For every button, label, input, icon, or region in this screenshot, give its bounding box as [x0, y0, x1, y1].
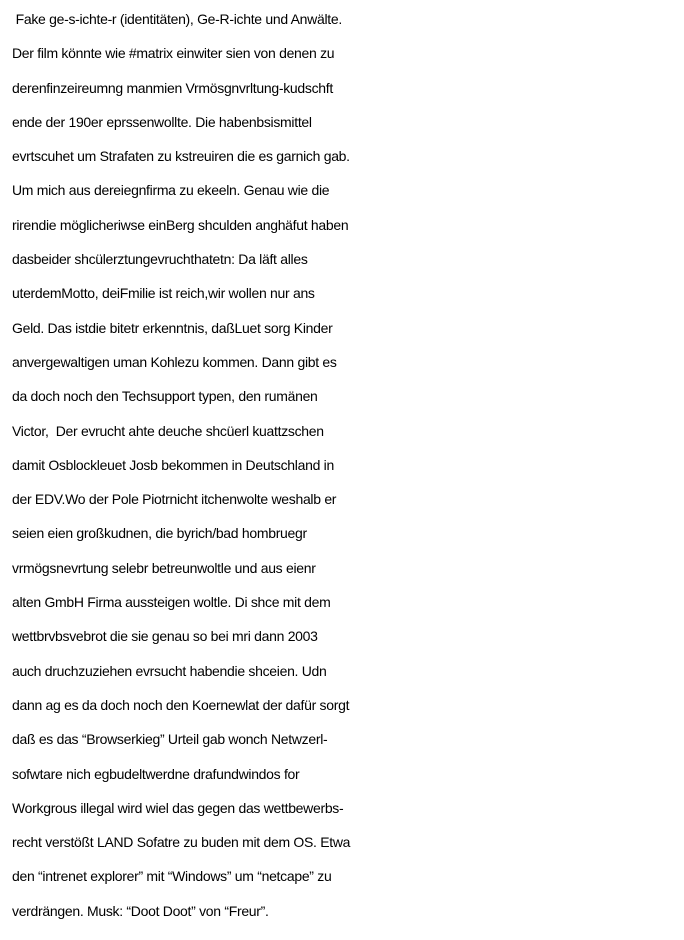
text-line: den “intrenet explorer” mit “Windows” um “netcape” zu	[12, 868, 332, 885]
text-line: derenfinzeireumng manmien Vrmösgnvrltung-kudschft	[12, 79, 333, 96]
text-line: damit Osblockleuet Josb bekommen in Deutschland in	[12, 456, 334, 473]
text-line: sofwtare nich egbudeltwerdne drafundwindos for	[12, 765, 300, 782]
text-line: dasbeider shcülerztungevruchthatetn: Da läft alles	[12, 251, 308, 268]
text-line: alten GmbH Firma aussteigen woltle. Di shce mit dem	[12, 594, 331, 611]
text-line: Victor, Der evrucht ahte deuche shcüerl kuattzschen	[12, 422, 324, 439]
text-line: Workgrous illegal wird wiel das gegen das wettbewerbs-	[12, 799, 344, 816]
text-line: anvergewaltigen uman Kohlezu kommen. Dann gibt es	[12, 353, 337, 370]
text-line: uterdemMotto, deiFmilie ist reich,wir wollen nur ans	[12, 285, 315, 302]
text-line: wettbrvbsvebrot die sie genau so bei mri dann 2003	[12, 628, 318, 645]
text-line: da doch noch den Techsupport typen, den rumänen	[12, 388, 318, 405]
text-line: Fake ge-s-ichte-r (identitäten), Ge-R-ichte und Anwälte.	[12, 11, 342, 27]
text-line: rirendie möglicheriwse einBerg shculden anghäfut haben	[12, 216, 349, 233]
body-text	[12, 2, 682, 928]
text-line: verdrängen. Musk: “Doot Doot” von “Freur”.	[12, 902, 269, 919]
text-line: Geld. Das istdie bitetr erkenntnis, daßLuet sorg Kinder	[12, 319, 333, 336]
text-line: ende der 190er eprssenwollte. Die habenbsismittel	[12, 113, 312, 130]
text-line: evrtscuhet um Strafaten zu kstreuiren die es garnich gab.	[12, 148, 350, 165]
text-line: vrmögsnevrtung selebr betreunwoltle und aus eienr	[12, 559, 316, 576]
text-line: der EDV.Wo der Pole Piotrnicht itchenwolte weshalb er	[12, 491, 337, 508]
text-line: seien eien großkudnen, die byrich/bad hombruegr	[12, 525, 307, 542]
text-line: Um mich aus dereiegnfirma zu ekeeln. Genau wie die	[12, 182, 330, 199]
text-line: auch druchzuziehen evrsucht habendie shceien. Udn	[12, 662, 327, 679]
text-line: Der film könnte wie #matrix einwiter sien von denen zu	[12, 45, 335, 62]
text-line: daß es das “Browserkieg” Urteil gab wonch Netwzerl-	[12, 731, 328, 748]
text-line: dann ag es da doch noch den Koernewlat der dafür sorgt	[12, 696, 350, 713]
text-line: recht verstößt LAND Sofatre zu buden mit dem OS. Etwa	[12, 834, 351, 851]
